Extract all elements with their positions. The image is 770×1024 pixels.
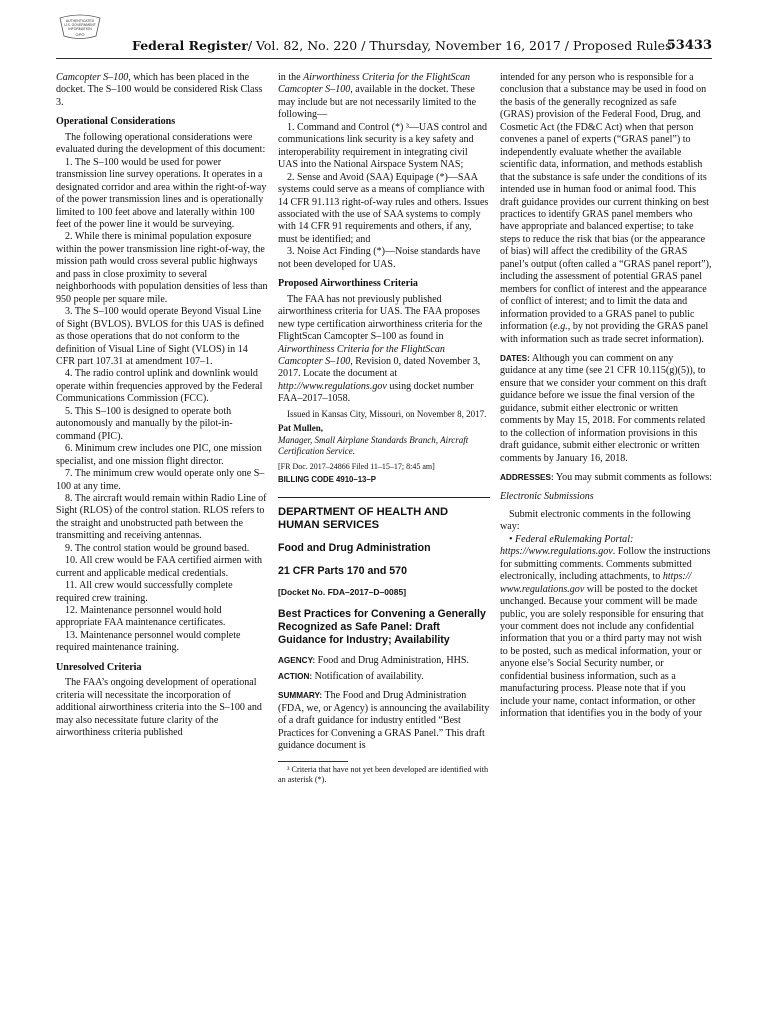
col2-continuation (278, 72, 490, 122)
text-segment: in the (278, 72, 304, 83)
text-segment: Camcopter S–100 (56, 72, 129, 83)
text-segment: will be posted to the docket unchanged. Because your comment will be made public, you are solely responsible for ensuring that your comment does not include any confidential information that you or a third party may not wish to be posted, such as medical information, your or anyone else’s Social Security number, or confidential business information, such as a manufacturing process. Please note that if you include your name, contact information, or other information that identifies you in the body of your (500, 583, 704, 720)
list-item: 6. Minimum crew includes one PIC, one mission specialist, and one mission flight director. (56, 443, 262, 467)
list-item: 1. The S–100 would be used for power transmission line survey operations. It operates in a designated corridor and area within the right-of-way of the power transmission lines and is operationally limited to 100 feet above and laterally within 100 feet of the power line it would be surveying. (56, 156, 267, 230)
dates-line (500, 353, 712, 465)
list-item: 12. Maintenance personnel would hold appropriate FAA maintenance certificates. (56, 605, 226, 629)
addresses-label: ADDRESSES: (500, 473, 554, 483)
header-title (132, 38, 671, 53)
agency-text: Food and Drug Administration, HHS. (317, 654, 469, 666)
text-segment: • (509, 533, 516, 545)
list-item: 1. Command and Control (*) ³—UAS control and communications link security is a key safety and interoperability requirement in integrating civil UAS into the National Airspace System NAS; (278, 121, 488, 171)
agency-label: AGENCY: (278, 655, 316, 665)
column-2 (278, 72, 490, 786)
criteria-list (278, 122, 490, 271)
col3-continuation (500, 72, 712, 346)
op-items-list (56, 157, 268, 655)
text-segment: The FAA has not previously published airworthiness criteria for UAS. The FAA proposes new type certification airworthiness criteria for the FlightScan Camcopter S–100 as found in (278, 293, 483, 343)
fr-doc-line: [FR Doc. 2017–24866 Filed 11–15–17; 8:45 am] (278, 461, 435, 471)
agency-line (278, 655, 490, 667)
text-segment: , Revision 0, dated November 3, 2017. Locate the document at (278, 355, 481, 380)
text-segment: https:// www.regulations.gov (500, 571, 692, 595)
page-number: 53433 (666, 38, 712, 53)
billing-code: BILLING CODE 4910–13–P (278, 475, 376, 485)
text-segment: , available in the docket. These may include but are not necessarily limited to the following— (278, 84, 477, 121)
issue-details: / Vol. 82, No. 220 / Thursday, November 16, 2017 / Proposed Rules (247, 38, 672, 53)
col3-cont-text: intended for any person who is responsible for a conclusion that a substance may be used in food on the basis of the generally recognized as safe (GRAS) provision of the Federal Food, Drug, and Cosmetic Act (the FD&C Act) when that person convenes a panel of experts (“GRAS panel”) to independently evaluate whether the available scientific data, information, and methods establish that the substance is safe under the conditions of its intended use in human food or animal food. This draft guidance provides our current thinking on best practices to identify GRAS panel members who have appropriate and balanced expertise; to take steps to reduce the risk that bias (or the appearance of bias) will affect the credibility of the GRAS panel’s output (often called a “GRAS panel report”), including the assessment of potential GRAS panel members for conflict of interest and the appearance of conflict of interest; and to limit the data and information provided to a GRAS panel to public information ( (500, 72, 712, 333)
text-segment: Federal eRulemaking Portal: https://www.regulations.gov (500, 533, 634, 558)
list-item: 11. All crew would successfully complete required crew training. (56, 580, 233, 604)
gpo-authenticated-logo (56, 14, 104, 40)
dates-text: Although you can comment on any guidance at any time (see 21 CFR 10.115(g)(5)), to ensure that we consider your comment on this draft guidance before we issue the final version of the guidance, submit either electronic or written comments by May 15, 2018. For comments related to the collection of information provisions in this draft guidance, submit either electronic or written comments by January 16, 2018. (500, 352, 707, 464)
addresses-line (500, 472, 712, 484)
action-line (278, 671, 490, 683)
header-rule (56, 58, 712, 59)
text-segment: using docket number FAA–2017–1058. (278, 380, 474, 405)
list-item: 5. This S–100 is designed to operate both autonomously and manually by the pilot-in-command (PIC). (56, 405, 233, 442)
col3-eg: e.g., (553, 321, 571, 333)
text-segment: . Follow the instructions for submitting comments. Comments submitted electronically, including attachments, to (500, 546, 711, 583)
signer-name: Pat Mullen, (278, 423, 323, 434)
logo-line-4: GPO (75, 32, 85, 37)
col1-intro (56, 72, 268, 109)
proposed-criteria-heading: Proposed Airworthiness Criteria (278, 278, 418, 290)
docket-number: [Docket No. FDA–2017–D–0085] (278, 586, 407, 597)
footnote: ³ Criteria that have not yet been developed are identified with an asterisk (*). (278, 764, 489, 785)
proposed-paragraph (278, 294, 490, 406)
list-item: 7. The minimum crew would operate only one S–100 at any time. (56, 468, 265, 492)
list-item: 8. The aircraft would remain within Radio Line of Sight (RLOS) of the control station. RLOS refers to the straight and unobstructed path between the transmitting and receiving antennas. (56, 492, 267, 542)
summary-line (278, 690, 490, 752)
text-segment: Airworthiness Criteria for the FlightScan Camcopter S–100 (278, 343, 445, 367)
logo-line-1: AUTHENTICATED (65, 19, 95, 23)
electronic-intro: Submit electronic comments in the following way: (500, 508, 691, 533)
summary-label: SUMMARY: (278, 691, 323, 701)
logo-line-2: U.S. GOVERNMENT (64, 23, 96, 27)
unresolved-criteria-heading: Unresolved Criteria (56, 661, 142, 673)
list-item: 13. Maintenance personnel would complete required maintenance training. (56, 629, 241, 654)
list-item: 10. All crew would be FAA certified airmen with current and applicable medical credentials. (56, 555, 263, 579)
text-segment: , which has been placed in the docket. The S–100 would be considered Risk Class 3. (56, 72, 263, 108)
section-divider (278, 497, 490, 498)
list-item: 3. Noise Act Finding (*)—Noise standards have not been developed for UAS. (278, 246, 481, 270)
unresolved-paragraph: The FAA’s ongoing development of operational criteria will necessitate the incorporation of additional airworthiness criteria into the S–100 and may also necessitate future clarity of the airworthiness criteria published (56, 677, 262, 739)
op-lead-paragraph: The following operational considerations were evaluated during the development of this document: (56, 131, 266, 156)
col3-cont-end: by not providing the GRAS panel with information such as trade secret information). (500, 321, 709, 345)
action-text: Notification of availability. (314, 671, 424, 683)
department-heading: DEPARTMENT OF HEALTH AND HUMAN SERVICES (278, 505, 449, 531)
text-segment: Airworthiness Criteria for the FlightScan Camcopter S–100 (278, 72, 471, 96)
column-1 (56, 72, 268, 740)
dates-label: DATES: (500, 353, 530, 363)
electronic-submissions-heading: Electronic Submissions (500, 490, 594, 502)
addresses-text: You may submit comments as follows: (555, 472, 712, 484)
action-label: ACTION: (278, 672, 313, 682)
portal-bullet (500, 534, 712, 721)
list-item: 2. Sense and Avoid (SAA) Equipage (*)—SAA systems could serve as a means of compliance with 14 CFR 91.113 right-of-way rules and others. Issues associated with the use of SAA systems to comply with 14 CFR 91 requirements and others, if any, must be identified; and (278, 171, 489, 245)
journal-name: Federal Register (132, 38, 248, 53)
cfr-heading: 21 CFR Parts 170 and 570 (278, 564, 407, 577)
column-3 (500, 72, 712, 721)
document-title: Best Practices for Convening a Generally Recognized as Safe Panel: Draft Guidance for Industry; Availability (278, 608, 486, 646)
signer-title: Manager, Small Airplane Standards Branch, Aircraft Certification Service. (278, 434, 469, 457)
summary-text: The Food and Drug Administration (FDA, we, or Agency) is announcing the availability of a draft guidance for industry entitled “Best Practices for Convening a GRAS Panel.” This draft guidance document is (278, 690, 490, 752)
operational-considerations-heading: Operational Considerations (56, 116, 176, 128)
list-item: 9. The control station would be ground based. (65, 542, 250, 554)
logo-line-3: INFORMATION (68, 27, 92, 31)
agency-heading: Food and Drug Administration (278, 542, 431, 555)
list-item: 4. The radio control uplink and downlink would operate within frequencies approved by the Federal Communications Commission (FCC). (56, 368, 263, 405)
footnote-rule (278, 761, 348, 762)
text-segment: http://www.regulations.gov (278, 380, 387, 392)
list-item: 3. The S–100 would operate Beyond Visual Line of Sight (BVLOS). BVLOS for this UAS is defined as those operations that do not conform to the definition of Visual Line of Sight (VLOS) in 14 CFR part 107.31 at amendment 107–1. (56, 306, 264, 367)
list-item: 2. While there is minimal population exposure within the power transmission line right-of-way, the mission path would cross several public highways and pass in close proximity to several neighborhoods with population densities of less than 950 people per square mile. (56, 231, 268, 305)
issued-line: Issued in Kansas City, Missouri, on November 8, 2017. (287, 408, 487, 419)
